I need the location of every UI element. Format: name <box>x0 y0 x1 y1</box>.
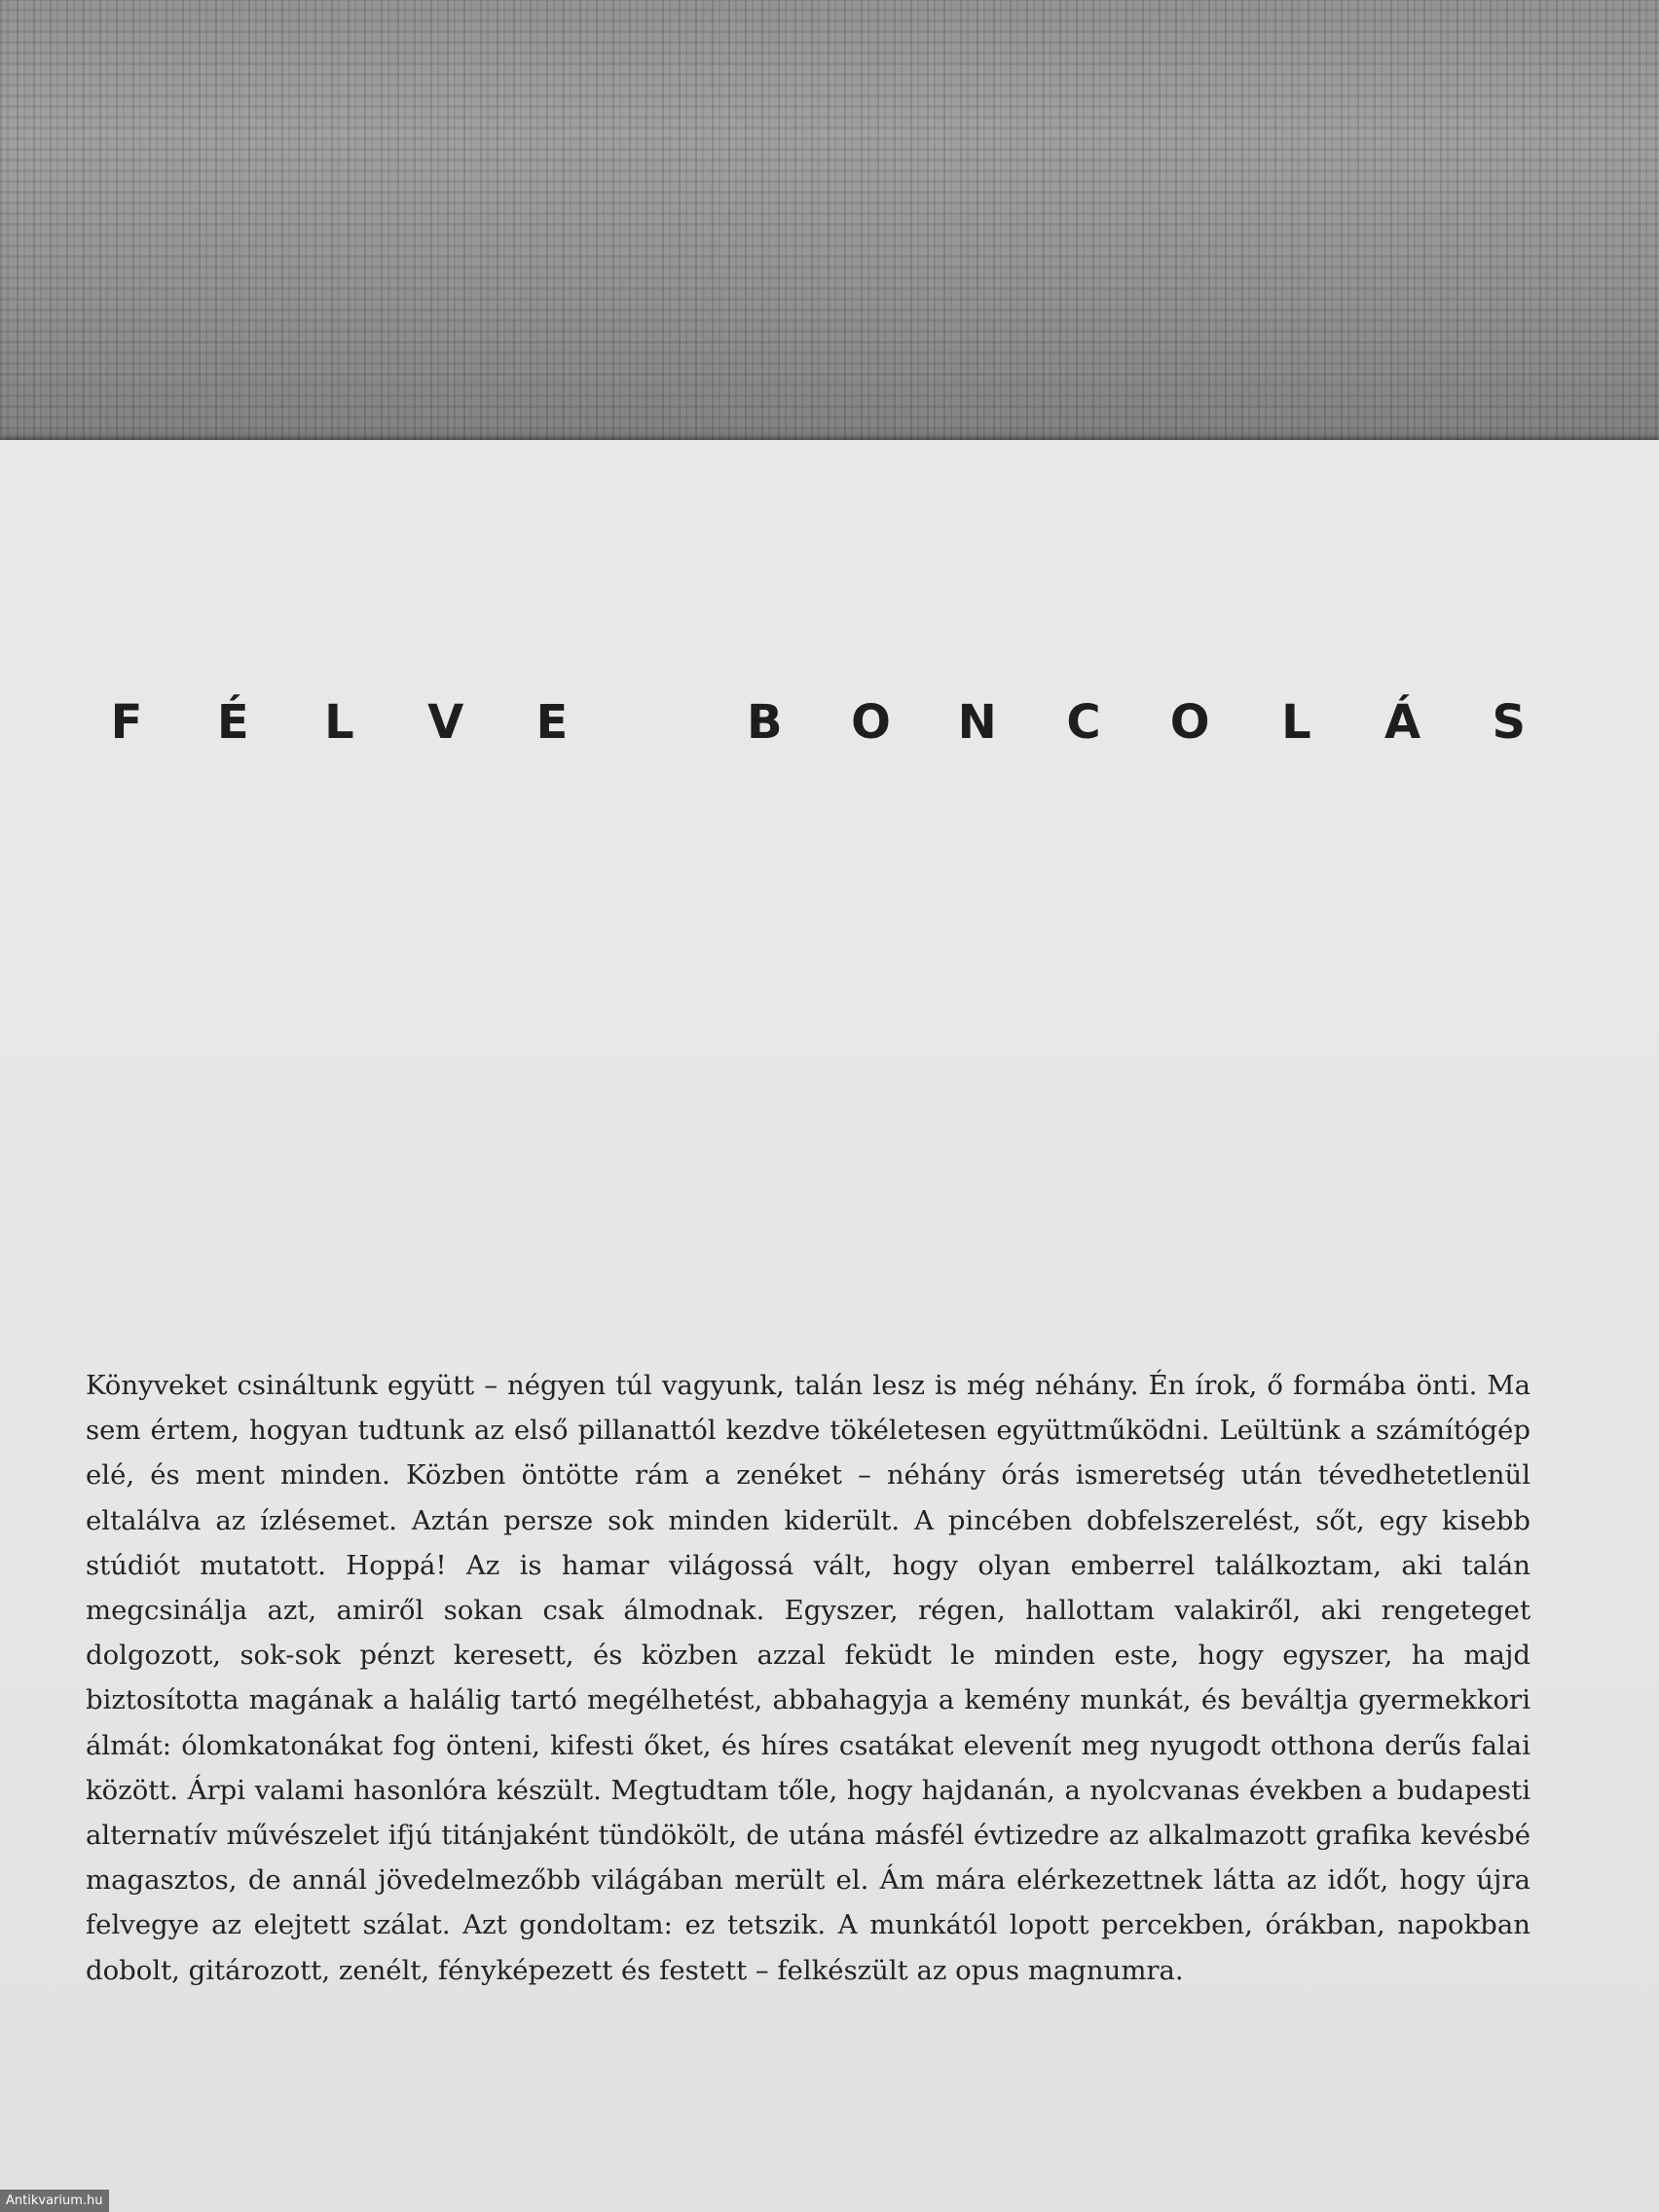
title-letter: E <box>535 695 569 750</box>
body-paragraph: Könyveket csináltunk együtt – négyen túl vagyunk, talán lesz is még néhány. Én írok, ő formába önti. Ma sem értem, hogyan tudtunk az első pillanattól kezdve tökéletesen együttműködni. Leültünk a számítógép elé, és ment minden. Közben öntötte rám a zenéket – néhány órás ismeretség után tévedhetetlenül eltalálva az ízlésemet. Aztán persze sok minden kiderült. A pincében dobfelszerelést, sőt, egy kisebb stúdiót mutatott. Hoppá! Az is hamar világossá vált, hogy olyan emberrel találkoztam, aki talán megcsinálja azt, amiről sokan csak álmodnak. Egyszer, régen, hallottam valakiről, aki rengeteget dolgozott, sok-sok pénzt keresett, és közben azzal feküdt le minden este, hogy egyszer, ha majd biztosította magának a halálig tartó megélhetést, abbahagyja a kemény munkát, és beváltja gyermekkori álmát: ólomkatonákat fog önteni, kifesti őket, és híres csatákat elevenít meg nyugodt otthona derűs falai között. Árpi valami hasonlóra készült. Megtudtam tőle, hogy hajdanán, a nyolcvanas években a budapesti alternatív művészelet ifjú titánjaként tündökölt, de utána másfél évtizedre az alkalmazott grafika kevésbé magasztos, de annál jövedelmezőbb világában merült el. Ám mára elérkezettnek látta az időt, hogy újra felvegye az elejtett szálat. Azt gondoltam: ez tetszik. A munkától lopott percekben, órákban, napokban dobolt, gitározott, zenélt, fényképezett és festett – felkészült az opus magnumra. <box>86 1370 1530 1986</box>
title-letter: V <box>427 695 464 750</box>
title-letter: B <box>747 695 783 750</box>
title-letter: C <box>1066 695 1101 750</box>
wooden-background <box>0 0 1659 440</box>
title-letter: L <box>1281 695 1311 750</box>
title-letter: É <box>216 695 249 750</box>
title-letter: Á <box>1384 695 1421 750</box>
title-letter: L <box>324 695 354 750</box>
watermark: Antikvarium.hu <box>0 2190 109 2212</box>
page-title <box>97 693 1538 752</box>
title-letter: N <box>957 695 997 750</box>
title-letter: O <box>851 695 891 750</box>
title-letter: F <box>110 695 143 750</box>
title-letter: O <box>1169 695 1210 750</box>
title-letter: S <box>1492 695 1527 750</box>
